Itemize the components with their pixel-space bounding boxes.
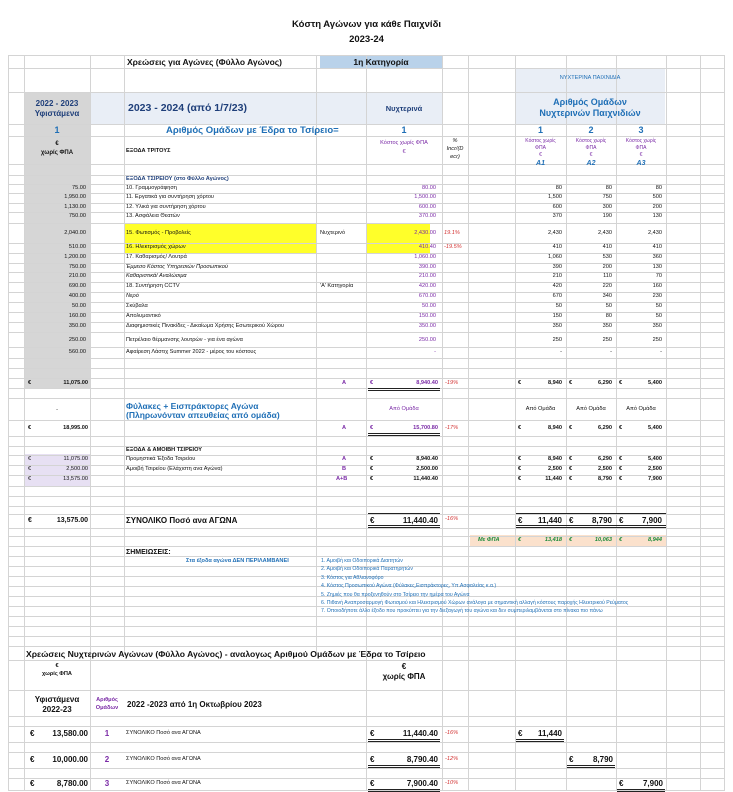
guards-tot-letter: A [342, 425, 347, 431]
row-a1: 1,060 [548, 254, 562, 260]
rev-a2-euro: € [569, 466, 573, 472]
grand-a3-euro: € [619, 516, 624, 525]
a1-header-1: Κόστος χωρίς [525, 138, 556, 144]
guards-tot-cost: 15,700.80 [413, 425, 438, 431]
category-label: 1η Κατηγορία [353, 57, 409, 67]
notes-title: ΣΗΜΕΙΩΣΕΙΣ: [126, 549, 171, 556]
rev-a3: 5,400 [648, 456, 662, 462]
row-a2: 2,430 [598, 230, 612, 236]
col-1-index: 1 [537, 125, 543, 135]
row-a2: 410 [602, 244, 612, 250]
grand-cost-euro: € [370, 516, 375, 525]
row-pct: 19.1% [444, 230, 460, 236]
night-games-label: ΝΥΧΤΕΡΙΝΑ ΠΑΙΧΝΙΔΙΑ [559, 75, 621, 81]
bottom-row-v-underline [567, 765, 615, 768]
row-prev: 750.00 [68, 213, 86, 219]
row-a1: 350 [552, 323, 562, 329]
notes-lead: Στα έξοδα αγώνα ΔΕΝ ΠΕΡΙΛΑΜΒΑΝΕΙ [186, 558, 289, 564]
rev-a2: 6,290 [598, 456, 612, 462]
bottom-row-pct: -12% [445, 756, 459, 762]
rev-a2-euro: € [569, 476, 573, 482]
highlight-mid-15 [316, 223, 366, 253]
row-a1: - [560, 349, 562, 355]
rev-cost: 8,940.40 [416, 456, 438, 462]
row-a3: - [660, 349, 662, 355]
with-vat-a1-euro: € [518, 537, 522, 543]
row-note: 'Α' Κατηγορία [320, 283, 354, 289]
tot-a-prev: 11,075.00 [63, 380, 88, 386]
row-cost: 80.00 [422, 185, 436, 191]
rev-cost-euro: € [370, 456, 374, 462]
row-prev: 510.00 [68, 244, 86, 250]
row-a1: 250 [552, 337, 562, 343]
row-label: Νερό [126, 293, 139, 299]
row-a2: 340 [602, 293, 612, 299]
rev-euro: € [28, 456, 32, 462]
row-a2: - [610, 349, 612, 355]
guards-tot-a3: 5,400 [648, 425, 662, 431]
row-label: 13. Ασφάλεια Θεατών [126, 213, 180, 219]
bottom-row-cost-euro: € [370, 755, 375, 764]
rev-a3: 7,900 [648, 476, 662, 482]
row-a1: 670 [552, 293, 562, 299]
row-label: Πετρέλαιο θέρμανσης λουτρών - για ένα αγώνα [126, 337, 243, 343]
prev-season-label: 2022 - 2023 [35, 99, 79, 108]
guards-per-team-a2: Από Ομάδα [576, 406, 606, 412]
rev-cost-euro: € [370, 466, 374, 472]
bottom-row-v: 11,440 [537, 729, 562, 738]
bottom-row-cost: 8,790.40 [406, 755, 438, 764]
row-a3: 50 [655, 313, 662, 319]
row-a2: 110 [603, 273, 612, 279]
with-vat-a2: 10,063 [594, 537, 612, 543]
row-a2: 530 [602, 254, 612, 260]
row-a3: 160 [652, 283, 662, 289]
a1-header-euro: € [539, 152, 542, 158]
rev-a1-euro: € [518, 456, 522, 462]
rev-label: Αμοιβή Τσιρείου (Ελάχιστη ανα Αγώνα) [126, 466, 223, 472]
prev-no-vat: χωρίς ΦΠΑ [40, 150, 74, 156]
rev-a1: 11,440 [545, 476, 562, 482]
guards-tot-a3-euro: € [619, 425, 623, 431]
rev-a2: 2,500 [598, 466, 612, 472]
grand-euro: € [28, 517, 32, 524]
rev-prev: 13,575.00 [63, 476, 88, 482]
bottom-row-n: 2 [104, 755, 110, 764]
rev-a3: 2,500 [648, 466, 662, 472]
rev-a2-euro: € [569, 456, 573, 462]
row-a3: 230 [652, 293, 662, 299]
note-item: 3. Κόστος για Αθλιανοφόρο [321, 574, 384, 581]
with-vat-label: Με ΦΠΑ [478, 537, 500, 543]
row-a3: 70 [655, 273, 662, 279]
bottom-row-n: 1 [104, 729, 110, 738]
row-prev: 1,200.00 [64, 254, 86, 260]
grand-a2-euro: € [569, 516, 574, 525]
note-item: 2. Αμοιβή και Οδοιπορικά Παρατηρητών [321, 566, 413, 573]
rev-label: Προμηστικά Έξοδα Τσιρείου [126, 456, 196, 462]
row-prev: 75.00 [72, 185, 86, 191]
guards-tot-prev: 18,995.00 [63, 425, 88, 431]
row-a1: 210 [552, 273, 562, 279]
row-note: Νυχτερινό [320, 230, 346, 236]
grand-cost: 11,440.40 [402, 516, 438, 525]
row-a2: 300 [602, 204, 612, 210]
tot-a-euro: € [28, 380, 32, 386]
bottom-row-label: ΣΥΝΟΛΙΚΟ Ποσό ανα ΑΓΩΝΑ [126, 756, 201, 762]
guards-tot-pct: -17% [445, 425, 459, 431]
a2-label: A2 [586, 160, 596, 167]
row-prev: 50.00 [72, 303, 86, 309]
rev-prev: 2,500.00 [66, 466, 88, 472]
rev-a1: 2,500 [548, 466, 562, 472]
row-a3: 360 [652, 254, 662, 260]
tot-a-underline [368, 388, 440, 391]
row-label: 18. Συντήρηση CCTV [126, 283, 180, 289]
rev-letter: B [342, 466, 347, 472]
row-prev: 560.00 [68, 349, 86, 355]
with-vat-a3-euro: € [619, 537, 623, 543]
season-title: 2023 - 2024 (από 1/7/23) [128, 102, 247, 114]
grand-underline-a [516, 525, 666, 528]
pct-header-3: ecr) [450, 154, 460, 160]
bottom-row-euro: € [30, 755, 35, 764]
prev-euro: € [55, 141, 59, 147]
grand-topline-a [516, 513, 666, 514]
tot-a-a1: 8,940 [548, 380, 562, 386]
row-label: Απολυμαντικό [126, 313, 161, 319]
bottom-row-euro: € [30, 779, 35, 788]
bottom-teams-1: Αριθμός [96, 697, 118, 703]
bottom-row-underline [368, 739, 440, 742]
row-a1: 390 [552, 264, 562, 270]
bottom-prev-euro: € [55, 663, 59, 669]
a3-label: A3 [636, 160, 646, 167]
a3-header-euro: € [639, 152, 643, 158]
row-a1: 50 [555, 303, 562, 309]
row-prev: 350.00 [68, 323, 86, 329]
bottom-year: 2022-23 [42, 705, 72, 714]
a1-label: A1 [536, 160, 545, 167]
row-a3: 200 [652, 204, 662, 210]
row-label: Καθαριστικά/ Αναλώσιμα [126, 273, 187, 279]
guards-tot-a2: 6,290 [598, 425, 612, 431]
page-title: Κόστη Αγώνων για κάθε Παιχνίδι [292, 19, 441, 30]
guards-tot-euro: € [28, 425, 32, 431]
grand-underline-cost [368, 525, 440, 528]
row-prev: 400.00 [68, 293, 86, 299]
rev-cost: 2,500.00 [416, 466, 438, 472]
grand-a3: 7,900 [641, 516, 662, 525]
rev-a3-euro: € [619, 476, 623, 482]
row-label: 16. Ηλεκτρισμός χώρων [126, 244, 186, 250]
section-header: Χρεώσεις για Αγώνες (Φύλλο Αγώνος) [127, 57, 283, 67]
row-a1: 1,500 [548, 194, 562, 200]
row-a1: 2,430 [548, 230, 562, 236]
guards-dash: - [56, 407, 58, 413]
grand-a1: 11,440 [537, 516, 562, 525]
row-a1: 410 [552, 244, 562, 250]
bottom-row-pct: -10% [445, 780, 459, 786]
row-cost: 420.00 [418, 283, 436, 289]
row-cost: 2,430.00 [414, 230, 436, 236]
a2-header-2: ΦΠΑ [585, 145, 597, 151]
row-label: Σκύβαλα [126, 303, 148, 309]
guards-per-team-a3: Από Ομάδα [626, 406, 656, 412]
rev-euro: € [28, 466, 32, 472]
row-prev: 690.00 [68, 283, 86, 289]
bottom-row-v: 8,790 [592, 755, 613, 764]
note-item: 5. Ζημιές που θα προξενηθούν στο Τσίρειο την ημέρα του Αγώνα [321, 591, 470, 598]
row-cost: - [434, 349, 436, 355]
bottom-row-label: ΣΥΝΟΛΙΚΟ Ποσό ανα ΑΓΩΝΑ [126, 780, 201, 786]
a1-header-2: ΦΠΑ [535, 145, 546, 151]
bottom-cost-no-vat: χωρίς ΦΠΑ [382, 672, 426, 681]
guards-tot-a1: 8,940 [548, 425, 562, 431]
cost-header-euro: € [402, 149, 406, 155]
row-a1: 600 [552, 204, 562, 210]
row-a2: 220 [602, 283, 612, 289]
row-a3: 250 [652, 337, 662, 343]
grand-a2: 8,790 [591, 516, 612, 525]
guards-underline [368, 433, 440, 436]
tot-a-a2-euro: € [569, 380, 573, 386]
row-cost: 1,060.00 [414, 254, 436, 260]
row-pct: -19.5% [444, 244, 462, 250]
row-a2: 350 [602, 323, 612, 329]
tot-a-letter: A [342, 380, 347, 386]
row-label: 17. Καθαρισμός/ Λουτρά [126, 254, 187, 260]
row-a3: 350 [652, 323, 662, 329]
rev-prev: 11,075.00 [63, 456, 88, 462]
bottom-row-v-underline [516, 739, 564, 742]
teams-home-value: 1 [401, 125, 407, 135]
row-label: 10. Γραμμογράφηση [126, 185, 177, 191]
note-item: 6. Πιθανή Αναπροσαρμογή Φωτισμού και Ηλεκτρισμού Χώρων ανάλογα με σημαντική αλλαγή κόστους παροχής Ηλεκτρικού Ρεύματος [321, 600, 629, 606]
row-prev: 210.00 [68, 273, 86, 279]
bottom-row-cost-euro: € [370, 779, 375, 788]
row-prev: 750.00 [68, 264, 86, 270]
row-cost: 150.00 [418, 313, 436, 319]
grand-prev: 13,575.00 [56, 517, 88, 524]
guards-per-team: Από Ομάδα [389, 406, 419, 412]
row-cost: 410.40 [418, 244, 436, 250]
teams-title-2: Νυχτερινών Παιχνιδιών [539, 108, 641, 118]
note-item: 4. Κόστος Προσωπικού Αγώνα (Φύλακες,Εισπράκτορες, Υπ.Ασφαλείας κ.α.) [321, 583, 497, 590]
row-a3: 130 [652, 264, 662, 270]
row-prev: 2,040.00 [64, 230, 86, 236]
bottom-row-cost-euro: € [370, 729, 375, 738]
bottom-row-v-euro: € [569, 755, 574, 764]
row-cost: 1,500.00 [414, 194, 436, 200]
teams-title-1: Αριθμός Ομάδων [553, 97, 627, 107]
a2-header-1: Κόστος χωρίς [575, 138, 607, 144]
row-a1: 370 [552, 213, 562, 219]
rev-a1-euro: € [518, 466, 522, 472]
rev-letter: A [342, 456, 347, 462]
bottom-prev-no-vat: χωρίς ΦΠΑ [42, 671, 72, 677]
rev-cost: 11,440.40 [413, 476, 438, 482]
row-cost: 370.00 [418, 213, 436, 219]
a3-header-1: Κόστος χωρίς [625, 138, 657, 144]
a2-header-euro: € [589, 152, 593, 158]
guards-tot-cost-euro: € [370, 425, 374, 431]
bottom-row-prev: 10,000.00 [52, 755, 88, 764]
pct-header-1: % [452, 138, 458, 144]
row-a3: 2,430 [648, 230, 662, 236]
grand-pct: -16% [445, 516, 459, 522]
row-label: 12. Υλικά για συντήρηση χόρτου [126, 204, 206, 210]
row-a1: 420 [552, 283, 562, 289]
bottom-row-euro: € [30, 729, 35, 738]
revenue-header: ΕΞΟΔΑ & ΑΜΟΙΒΗ ΤΣΙΡΕΙΟΥ [126, 447, 203, 453]
guards-title-2: (Πληρωνόνταν απευθείας από ομάδα) [126, 410, 280, 420]
tot-a-cost: 8,940.40 [416, 380, 438, 386]
row-prev: 160.00 [68, 313, 86, 319]
with-vat-a2-euro: € [569, 537, 573, 543]
season-subtitle: 2023-24 [349, 34, 384, 45]
row-a2: 80 [605, 313, 612, 319]
bottom-title: Χρεώσεις Νυχτερινών Αγώνων (Φύλλο Αγώνος) - αναλογως Αριθμού Ομάδων με Έδρα το Τσίρειο [26, 649, 426, 659]
row-a3: 130 [652, 213, 662, 219]
guards-title-1: Φύλακες + Εισπράκτορες Αγώνα [126, 401, 259, 411]
guards-tot-a1-euro: € [518, 425, 522, 431]
tot-a-pct: -19% [445, 380, 459, 386]
tot-a-a3: 5,400 [648, 380, 662, 386]
with-vat-a3: 8,944 [648, 537, 662, 543]
prev-index: 1 [54, 125, 60, 135]
col-3-index: 3 [638, 125, 644, 135]
third-party-label: ΕΞΟΔΑ ΤΡΙΤΟΥΣ [126, 148, 171, 154]
grand-a1-euro: € [518, 516, 523, 525]
rev-a3-euro: € [619, 456, 623, 462]
rev-a2: 8,790 [598, 476, 612, 482]
bottom-existing: Υφιστάμενα [34, 695, 80, 704]
grand-topline [368, 513, 440, 514]
row-prev: 1,950.00 [64, 194, 86, 200]
bottom-row-prev: 13,580.00 [52, 729, 88, 738]
row-a1: 80 [555, 185, 562, 191]
row-a2: 200 [602, 264, 612, 270]
note-item: 1. Αμοιβή και Οδοιπορικά Διαιτητών [321, 558, 403, 564]
col-2-index: 2 [588, 125, 594, 135]
guards-tot-a2-euro: € [569, 425, 573, 431]
row-a2: 80 [605, 185, 612, 191]
rev-a1-euro: € [518, 476, 522, 482]
bottom-row-v: 7,900 [642, 779, 663, 788]
row-label: Έμμεσο Κόστος Υπηρεσιών Προσωπικού [126, 264, 228, 270]
row-a2: 250 [602, 337, 612, 343]
with-vat-a1: 13,418 [544, 537, 562, 543]
bottom-row-n: 3 [104, 779, 110, 788]
teams-home-label: Αριθμός Ομάδων με Έδρα το Τσίρειο= [166, 125, 339, 136]
row-prev: 1,130.00 [64, 204, 86, 210]
grand-label: ΣΥΝΟΛΙΚΟ Ποσό ανα ΑΓΩΝΑ [126, 516, 238, 525]
tot-a-a1-euro: € [518, 380, 522, 386]
row-label: 15. Φωτισμός - Προβολείς [126, 230, 191, 236]
row-cost: 670.00 [418, 293, 436, 299]
row-a1: 150 [552, 313, 562, 319]
guards-per-team-a1: Από Ομάδα [525, 406, 556, 412]
row-cost: 600.00 [418, 204, 436, 210]
row-cost: 250.00 [418, 337, 436, 343]
bottom-row-label: ΣΥΝΟΛΙΚΟ Ποσό ανα ΑΓΩΝΑ [126, 730, 201, 736]
row-a3: 500 [652, 194, 662, 200]
pct-header-2: Incr/(D [446, 146, 464, 152]
row-label: Διαφημιστικές Πινακίδες - Δικαίωμα Χρήσης Εσωτερικού Χώρου [126, 323, 285, 329]
row-cost: 50.00 [422, 303, 436, 309]
rev-cost-euro: € [370, 476, 374, 482]
row-prev: 250.00 [68, 337, 86, 343]
bottom-row-cost: 7,900.40 [406, 779, 438, 788]
rev-a3-euro: € [619, 466, 623, 472]
bottom-row-cost: 11,440.40 [402, 729, 438, 738]
tot-a-a2: 6,290 [598, 380, 612, 386]
bottom-row-prev: 8,780.00 [56, 779, 88, 788]
row-a3: 80 [655, 185, 662, 191]
row-a3: 410 [652, 244, 662, 250]
tot-a-a3-euro: € [619, 380, 623, 386]
row-a3: 50 [655, 303, 662, 309]
bottom-cost-euro-hdr: € [401, 662, 407, 671]
rev-letter: A+B [336, 476, 348, 482]
cost-header: Κόστος χωρίς ΦΠΑ [380, 140, 428, 146]
bottom-row-v-euro: € [619, 779, 624, 788]
bottom-row-v-euro: € [518, 729, 523, 738]
row-a2: 750 [602, 194, 612, 200]
row-cost: 210.00 [418, 273, 436, 279]
bottom-teams-2: Ομάδων [95, 705, 119, 711]
rev-euro: € [28, 476, 32, 482]
row-cost: 390.00 [418, 264, 436, 270]
night-label: Νυχτερινά [385, 104, 423, 113]
bottom-row-pct: -16% [445, 730, 459, 736]
note-item: 7. Οποιοδήποτε άλλο έξοδο που προκύπτει για την διεξαγωγή του αγώνα και δεν συμπεριλαμβάνεται στο πίνακα πιο πάνω [321, 608, 603, 615]
rev-a1: 8,940 [548, 456, 562, 462]
expenses-header: ΕΞΟΔΑ ΤΣΙΡΕΙΟΥ (στο Φύλλο Αγώνος) [126, 176, 229, 182]
row-label: Αφαίρεση Λάστιχ Summer 2022 - μέρος του κόστους [126, 349, 257, 355]
row-a2: 50 [605, 303, 612, 309]
a3-header-2: ΦΠΑ [635, 145, 647, 151]
row-label: 11. Εργατικά για συντήρηση χόρτου [126, 194, 214, 200]
row-a2: 190 [602, 213, 612, 219]
row-cost: 350.00 [418, 323, 436, 329]
prev-existing-label: Υφιστάμενα [34, 109, 80, 118]
bottom-season: 2022 -2023 από 1η Οκτωβρίου 2023 [127, 700, 262, 709]
tot-a-cost-euro: € [370, 380, 374, 386]
bottom-row-underline [368, 765, 440, 768]
